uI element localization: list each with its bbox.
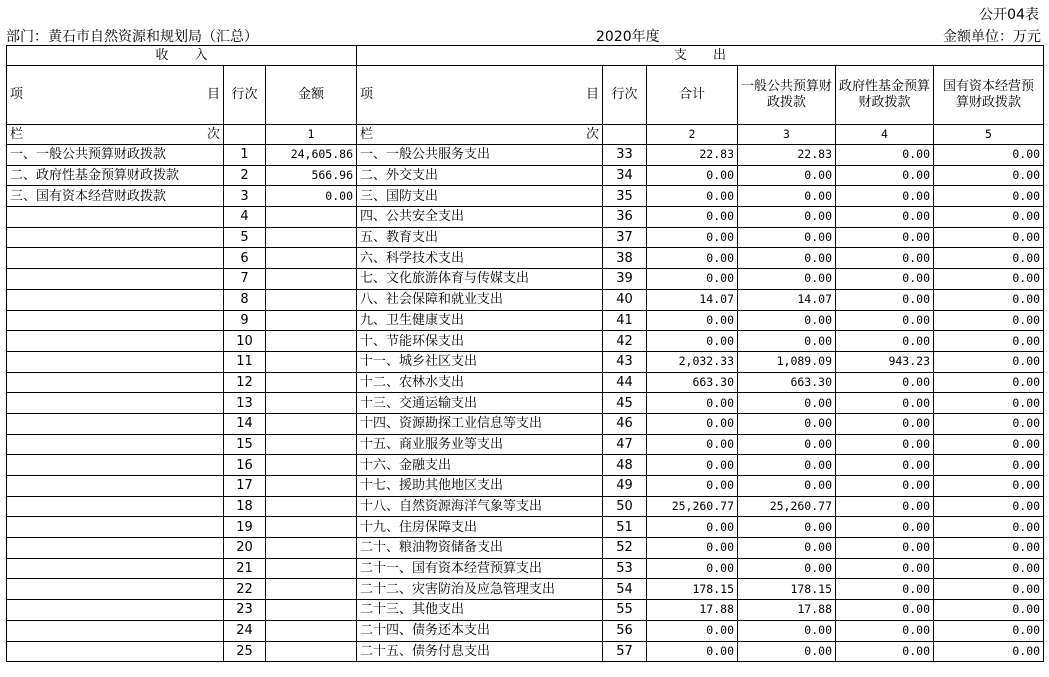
income-line-no-cell: 13 [224,393,266,414]
gov-fund-cell: 0.00 [836,558,934,579]
state-capital-cell: 0.00 [934,538,1044,559]
expense-line-no-cell: 52 [603,538,647,559]
expense-item-cell: 十六、金融支出 [357,455,603,476]
gov-fund-cell: 0.00 [836,145,934,166]
item-right-label: 目 [206,87,220,102]
total-cell: 0.00 [647,227,738,248]
income-line-no-cell: 1 [224,145,266,166]
table-row [7,538,1044,559]
state-capital-cell: 0.00 [934,558,1044,579]
expense-line-no-cell: 40 [603,289,647,310]
state-capital-cell: 0.00 [934,620,1044,641]
gov-fund-cell: 0.00 [836,248,934,269]
income-amount-cell [266,310,357,331]
total-cell: 25,260.77 [647,496,738,517]
state-capital-header: 国有资本经营预算财政拨款 [934,66,1044,125]
gov-fund-cell: 0.00 [836,538,934,559]
income-item-cell [7,455,224,476]
expense-item-cell: 二十二、灾害防治及应急管理支出 [357,579,603,600]
income-item-cell [7,538,224,559]
income-line-no-cell: 10 [224,331,266,352]
income-line-no-cell: 24 [224,620,266,641]
fiscal-appropriation-table [6,45,1044,662]
unit-label: 金额单位：万元 [943,29,1041,45]
form-code: 公开04表 [979,7,1039,23]
gov-fund-cell: 0.00 [836,393,934,414]
income-item-cell [7,413,224,434]
expense-item-cell: 二十、粮油物资储备支出 [357,538,603,559]
total-cell: 0.00 [647,641,738,662]
income-item-cell [7,434,224,455]
income-line-no-cell: 12 [224,372,266,393]
general-budget-cell: 663.30 [738,372,836,393]
gov-fund-cell: 0.00 [836,620,934,641]
table-row [7,600,1044,621]
state-capital-cell: 0.00 [934,186,1044,207]
income-item-cell [7,620,224,641]
income-amount-cell [266,248,357,269]
table-row [7,372,1044,393]
expense-item-cell: 十七、援助其他地区支出 [357,476,603,497]
income-amount-cell: 0.00 [266,186,357,207]
ci-label: 次 [585,127,599,142]
income-item-cell [7,517,224,538]
total-cell: 663.30 [647,372,738,393]
income-line-no-cell: 8 [224,289,266,310]
table-row [7,455,1044,476]
total-cell: 14.07 [647,289,738,310]
table-row [7,227,1044,248]
general-budget-cell: 178.15 [738,579,836,600]
income-line-no-cell: 14 [224,413,266,434]
income-amount-cell [266,289,357,310]
expense-line-no-cell: 54 [603,579,647,600]
expense-line-no-cell: 41 [603,310,647,331]
gov-fund-cell: 0.00 [836,289,934,310]
income-line-no-cell: 23 [224,600,266,621]
blank-cell [224,125,266,145]
gov-fund-cell: 943.23 [836,351,934,372]
income-item-cell [7,372,224,393]
gov-fund-cell: 0.00 [836,476,934,497]
total-cell: 0.00 [647,558,738,579]
item-right-label: 目 [585,87,599,102]
income-amount-header: 金额 [266,66,357,125]
state-capital-cell: 0.00 [934,455,1044,476]
state-capital-cell: 0.00 [934,331,1044,352]
expense-line-no-header: 行次 [603,66,647,125]
income-item-cell: 一、一般公共预算财政拨款 [7,145,224,166]
expense-item-cell: 十四、资源勘探工业信息等支出 [357,413,603,434]
total-cell: 0.00 [647,331,738,352]
table-row [7,248,1044,269]
general-budget-cell: 0.00 [738,186,836,207]
income-amount-cell [266,641,357,662]
total-cell: 0.00 [647,620,738,641]
income-amount-cell: 566.96 [266,165,357,186]
general-budget-cell: 22.83 [738,145,836,166]
income-amount-cell [266,620,357,641]
income-item-cell [7,579,224,600]
general-budget-cell: 1,089.09 [738,351,836,372]
ci-label: 次 [206,127,220,142]
table-row [7,641,1044,662]
general-budget-cell: 0.00 [738,434,836,455]
expense-lan-ci-cell [357,125,603,145]
expense-item-cell: 十五、商业服务业等支出 [357,434,603,455]
income-item-cell [7,558,224,579]
total-cell: 0.00 [647,413,738,434]
state-capital-cell: 0.00 [934,289,1044,310]
expense-line-no-cell: 35 [603,186,647,207]
section-header-row [7,46,1044,66]
income-line-no-cell: 4 [224,207,266,228]
state-capital-cell: 0.00 [934,310,1044,331]
expense-line-no-cell: 39 [603,269,647,290]
income-line-no-cell: 17 [224,476,266,497]
expense-line-no-cell: 36 [603,207,647,228]
general-budget-cell: 0.00 [738,165,836,186]
general-budget-cell: 0.00 [738,207,836,228]
gov-fund-cell: 0.00 [836,207,934,228]
total-cell: 0.00 [647,393,738,414]
expense-item-cell: 二十四、债务还本支出 [357,620,603,641]
gov-fund-cell: 0.00 [836,269,934,290]
state-capital-cell: 0.00 [934,207,1044,228]
income-item-header [7,66,224,125]
total-cell: 2,032.33 [647,351,738,372]
expense-item-cell: 二十三、其他支出 [357,600,603,621]
income-amount-cell [266,227,357,248]
income-line-no-cell: 19 [224,517,266,538]
table-row [7,517,1044,538]
state-capital-cell: 0.00 [934,434,1044,455]
state-capital-cell: 0.00 [934,600,1044,621]
state-capital-col-no: 5 [934,125,1044,145]
gov-fund-cell: 0.00 [836,496,934,517]
income-amount-cell [266,558,357,579]
income-line-no-cell: 18 [224,496,266,517]
income-amount-cell [266,517,357,538]
expense-item-cell: 十、节能环保支出 [357,331,603,352]
state-capital-cell: 0.00 [934,641,1044,662]
gov-fund-cell: 0.00 [836,434,934,455]
total-cell: 0.00 [647,248,738,269]
total-cell: 0.00 [647,455,738,476]
gov-fund-cell: 0.00 [836,641,934,662]
table-row [7,207,1044,228]
income-item-cell [7,269,224,290]
income-amount-cell [266,600,357,621]
income-item-cell [7,227,224,248]
expense-line-no-cell: 55 [603,600,647,621]
income-amount-cell: 24,605.86 [266,145,357,166]
table-row [7,413,1044,434]
income-line-no-cell: 22 [224,579,266,600]
total-cell: 178.15 [647,579,738,600]
expense-line-no-cell: 51 [603,517,647,538]
table-row [7,289,1044,310]
income-amount-cell [266,269,357,290]
expense-line-no-cell: 45 [603,393,647,414]
expense-item-cell: 九、卫生健康支出 [357,310,603,331]
income-item-cell: 二、政府性基金预算财政拨款 [7,165,224,186]
table-row [7,145,1044,166]
table-row [7,434,1044,455]
income-amount-cell [266,579,357,600]
expense-line-no-cell: 42 [603,331,647,352]
income-amount-cell [266,372,357,393]
gov-fund-col-no: 4 [836,125,934,145]
income-amount-cell [266,413,357,434]
expense-line-no-cell: 43 [603,351,647,372]
expense-item-cell: 十二、农林水支出 [357,372,603,393]
blank-cell [603,125,647,145]
income-item-cell [7,393,224,414]
income-item-cell [7,476,224,497]
state-capital-cell: 0.00 [934,476,1044,497]
income-line-no-cell: 16 [224,455,266,476]
total-cell: 0.00 [647,434,738,455]
income-line-no-header: 行次 [224,66,266,125]
year-label: 2020年度 [596,29,660,45]
table-row [7,310,1044,331]
total-cell: 0.00 [647,186,738,207]
income-item-cell [7,641,224,662]
income-item-cell [7,351,224,372]
expense-line-no-cell: 34 [603,165,647,186]
total-cell: 22.83 [647,145,738,166]
gov-fund-cell: 0.00 [836,165,934,186]
income-item-cell [7,496,224,517]
total-cell: 0.00 [647,269,738,290]
gov-fund-header: 政府性基金预算财政拨款 [836,66,934,125]
table-row [7,496,1044,517]
gov-fund-cell: 0.00 [836,227,934,248]
expense-item-cell: 四、公共安全支出 [357,207,603,228]
expense-line-no-cell: 47 [603,434,647,455]
income-lan-ci-cell [7,125,224,145]
state-capital-cell: 0.00 [934,227,1044,248]
income-line-no-cell: 11 [224,351,266,372]
expense-section-header: 支 出 [357,46,1044,66]
lan-label: 栏 [360,127,374,142]
general-budget-cell: 0.00 [738,393,836,414]
gov-fund-cell: 0.00 [836,331,934,352]
income-line-no-cell: 25 [224,641,266,662]
item-left-label: 项 [360,87,374,102]
general-budget-header: 一般公共预算财政拨款 [738,66,836,125]
expense-line-no-cell: 33 [603,145,647,166]
expense-item-cell: 十三、交通运输支出 [357,393,603,414]
income-line-no-cell: 9 [224,310,266,331]
table-row [7,558,1044,579]
gov-fund-cell: 0.00 [836,455,934,476]
total-cell: 0.00 [647,310,738,331]
income-amount-cell [266,207,357,228]
expense-item-cell: 十一、城乡社区支出 [357,351,603,372]
general-budget-cell: 0.00 [738,413,836,434]
general-budget-cell: 0.00 [738,538,836,559]
table-row [7,579,1044,600]
expense-line-no-cell: 53 [603,558,647,579]
general-budget-cell: 0.00 [738,476,836,497]
state-capital-cell: 0.00 [934,517,1044,538]
expense-item-cell: 三、国防支出 [357,186,603,207]
income-col-no: 1 [266,125,357,145]
state-capital-cell: 0.00 [934,351,1044,372]
column-header-row [7,66,1044,125]
general-budget-cell: 14.07 [738,289,836,310]
gov-fund-cell: 0.00 [836,517,934,538]
total-cell: 0.00 [647,517,738,538]
gov-fund-cell: 0.00 [836,600,934,621]
table-row [7,331,1044,352]
state-capital-cell: 0.00 [934,413,1044,434]
income-item-cell [7,248,224,269]
expense-item-cell: 八、社会保障和就业支出 [357,289,603,310]
total-cell: 0.00 [647,165,738,186]
general-budget-cell: 0.00 [738,517,836,538]
general-budget-cell: 0.00 [738,455,836,476]
table-row [7,351,1044,372]
state-capital-cell: 0.00 [934,269,1044,290]
income-line-no-cell: 6 [224,248,266,269]
income-amount-cell [266,538,357,559]
expense-line-no-cell: 37 [603,227,647,248]
item-left-label: 项 [10,87,24,102]
state-capital-cell: 0.00 [934,496,1044,517]
expense-line-no-cell: 57 [603,641,647,662]
income-line-no-cell: 2 [224,165,266,186]
income-amount-cell [266,476,357,497]
expense-item-cell: 十八、自然资源海洋气象等支出 [357,496,603,517]
state-capital-cell: 0.00 [934,145,1044,166]
expense-item-cell: 六、科学技术支出 [357,248,603,269]
general-budget-cell: 0.00 [738,310,836,331]
general-budget-cell: 17.88 [738,600,836,621]
income-item-cell [7,289,224,310]
expense-line-no-cell: 48 [603,455,647,476]
general-col-no: 3 [738,125,836,145]
income-amount-cell [266,496,357,517]
total-header: 合计 [647,66,738,125]
income-amount-cell [266,331,357,352]
table-row [7,165,1044,186]
total-cell: 0.00 [647,207,738,228]
expense-item-cell: 二、外交支出 [357,165,603,186]
expense-line-no-cell: 49 [603,476,647,497]
department-label: 部门：黄石市自然资源和规划局（汇总） [6,29,258,45]
expense-line-no-cell: 50 [603,496,647,517]
state-capital-cell: 0.00 [934,165,1044,186]
income-item-cell [7,310,224,331]
expense-line-no-cell: 56 [603,620,647,641]
total-cell: 17.88 [647,600,738,621]
gov-fund-cell: 0.00 [836,186,934,207]
general-budget-cell: 0.00 [738,248,836,269]
general-budget-cell: 0.00 [738,558,836,579]
general-budget-cell: 0.00 [738,227,836,248]
table-row [7,393,1044,414]
income-amount-cell [266,434,357,455]
expense-line-no-cell: 44 [603,372,647,393]
expense-line-no-cell: 46 [603,413,647,434]
income-item-cell: 三、国有资本经营财政拨款 [7,186,224,207]
income-line-no-cell: 7 [224,269,266,290]
income-line-no-cell: 20 [224,538,266,559]
total-cell: 0.00 [647,538,738,559]
gov-fund-cell: 0.00 [836,579,934,600]
expense-item-cell: 七、文化旅游体育与传媒支出 [357,269,603,290]
total-col-no: 2 [647,125,738,145]
table-row [7,186,1044,207]
expense-item-header [357,66,603,125]
state-capital-cell: 0.00 [934,393,1044,414]
expense-item-cell: 五、教育支出 [357,227,603,248]
expense-item-cell: 一、一般公共服务支出 [357,145,603,166]
expense-item-cell: 二十五、债务付息支出 [357,641,603,662]
expense-item-cell: 十九、住房保障支出 [357,517,603,538]
expense-item-cell: 二十一、国有资本经营预算支出 [357,558,603,579]
report-header [6,26,1041,44]
expense-line-no-cell: 38 [603,248,647,269]
table-row [7,476,1044,497]
general-budget-cell: 0.00 [738,641,836,662]
income-line-no-cell: 5 [224,227,266,248]
lan-label: 栏 [10,127,24,142]
gov-fund-cell: 0.00 [836,372,934,393]
state-capital-cell: 0.00 [934,579,1044,600]
general-budget-cell: 0.00 [738,269,836,290]
general-budget-cell: 25,260.77 [738,496,836,517]
state-capital-cell: 0.00 [934,248,1044,269]
gov-fund-cell: 0.00 [836,310,934,331]
income-amount-cell [266,393,357,414]
income-section-header: 收 入 [7,46,357,66]
general-budget-cell: 0.00 [738,331,836,352]
table-row [7,269,1044,290]
general-budget-cell: 0.00 [738,620,836,641]
state-capital-cell: 0.00 [934,372,1044,393]
income-item-cell [7,207,224,228]
income-item-cell [7,331,224,352]
total-cell: 0.00 [647,476,738,497]
income-line-no-cell: 3 [224,186,266,207]
income-line-no-cell: 21 [224,558,266,579]
income-item-cell [7,600,224,621]
income-amount-cell [266,455,357,476]
column-number-row [7,125,1044,145]
income-line-no-cell: 15 [224,434,266,455]
table-row [7,620,1044,641]
income-amount-cell [266,351,357,372]
gov-fund-cell: 0.00 [836,413,934,434]
